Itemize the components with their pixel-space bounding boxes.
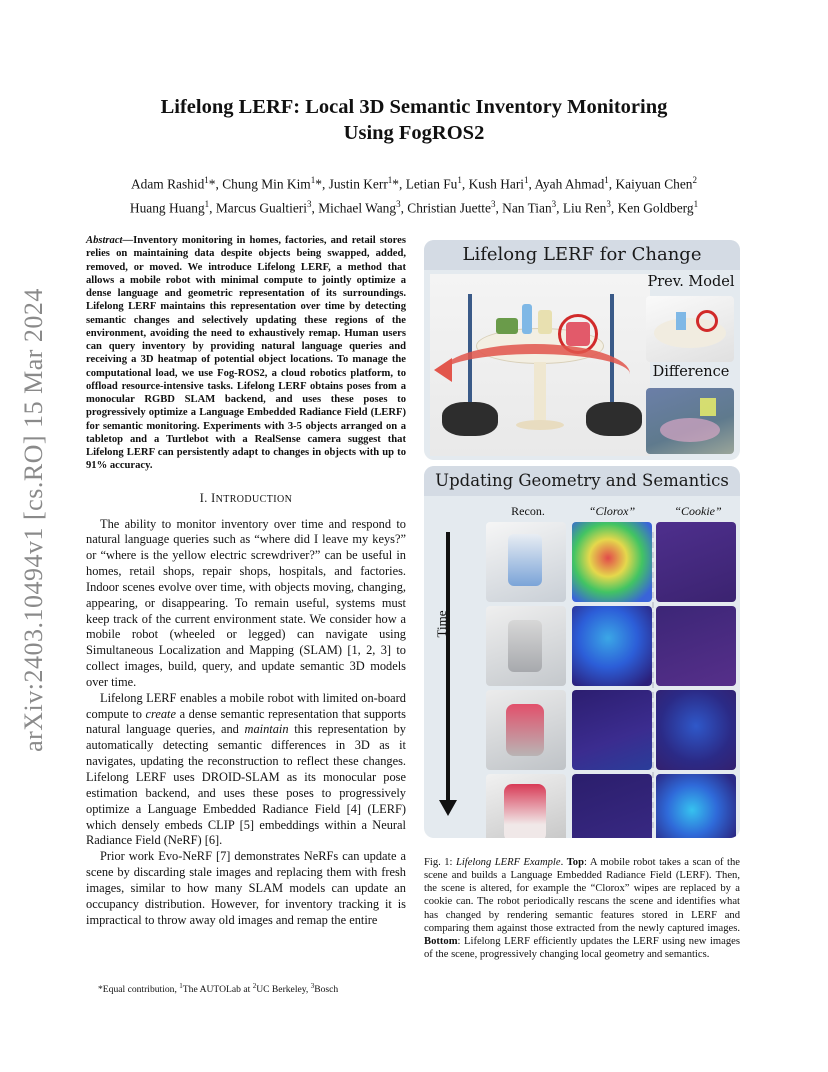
time-axis-arrowhead [439,800,457,816]
recon-2-can-shape [508,620,542,672]
time-axis-label: Time [434,610,449,638]
author-affiliation-mark: 3 [606,199,611,210]
footnote-bosch: Bosch [314,984,339,996]
cookie-heatmap-2 [656,606,736,686]
title-line-2: Using FogROS2 [343,122,485,144]
recon-image-1 [486,522,566,602]
left-column [86,234,406,928]
author-equal-mark: * [392,176,399,192]
intro-paragraph-2 [86,691,406,849]
paper-title [90,94,738,146]
caption-text-b: : Lifelong LERF efficiently updates the LERF using new images of the scene, progressively changing local geometry and semantics. [424,935,740,961]
caption-dot: . [560,857,567,868]
author-name: Huang Huang [129,200,205,216]
footnote-sup-1: 1 [179,982,183,990]
figure-caption [424,856,740,961]
intro-p2-part-b: a dense semantic representation that supports natural language queries, and [86,706,407,737]
author-equal-mark: * [208,176,216,192]
recon-3-can-shape [506,704,544,756]
caption-top-word: Top [566,857,584,868]
title-line-1: Lifelong LERF: Local 3D Semantic Inventory Monitoring [160,96,668,118]
author-affiliation-mark: 1 [457,175,462,185]
prev-model-label: Prev. Model [647,274,735,290]
intro-p2-part-c: this representation by automatically detecting semantic differences in 3D as it navigates, updating the reconstruction to reflect these changes. Lifelong LERF uses DROID-SLAM as its monocular pose estimation backend, and uses these poses to progressively optimize a Language Embedded Radiance Field [4] (LERF) which densely embeds CLIP [5] embeddings within a Neural Radiance Field (NeRF) [6]. [86,722,406,848]
figure-top-panel [424,240,740,460]
author-name: Michael Wang [318,200,397,216]
column-divider [652,532,654,828]
author-line-1: Adam Rashid$^1$*, Chung Min Kim$^1$*, Justin Kerr$^1$*, Letian Fu$^1$, Kush Hari$^1$, Ayah Ahmad$^1$, Kaiyuan Chen$^2$ [131,175,697,192]
cookie-heatmap-3 [656,690,736,770]
author-affiliation-mark: 1 [204,199,210,210]
author-affiliation-mark: 3 [396,199,401,210]
author-list [80,170,748,219]
figure-1 [424,240,740,838]
column-label-cookie: “Cookie” [674,504,722,518]
spray-object [538,310,552,334]
author-name: Christian Juette [407,200,491,216]
diff-highlight-shape [700,398,716,416]
scan-arrow-head [434,358,452,382]
caption-bottom-word: Bottom [424,935,458,947]
footnote-berkeley: UC Berkeley, [256,984,311,996]
author-affiliation-mark: 3 [306,199,312,210]
intro-p2-part-a: Lifelong LERF enables a mobile robot with limited on-board compute to [86,690,406,721]
prev-model-image [646,296,734,362]
section-title-first: I [211,490,216,505]
footnote-sup-2: 2 [252,982,257,990]
caption-fig-name: Lifelong LERF Example [455,857,561,868]
robot-left [442,402,498,436]
author-name: Chung Min Kim [222,176,311,192]
cookie-heatmap-4 [656,774,736,838]
author-affiliation-mark: 1 [524,175,529,185]
robot-scene-photo [430,274,650,456]
footnote-sup-3: 3 [310,982,315,990]
difference-label: Difference [652,364,730,380]
author-affiliation-mark: 3 [551,199,557,210]
clorox-heatmap-1 [572,522,652,602]
author-affiliation-mark: 3 [490,199,496,210]
caption-fig-label: Fig. 1: [424,857,456,868]
column-label-recon: Recon. [511,504,545,518]
robot-right [586,402,642,436]
author-name: Kush Hari [468,176,525,192]
author-name: Nan Tian [502,200,552,216]
footnote-equal: *Equal contribution, [98,984,180,996]
recon-image-4 [486,774,566,838]
author-name: Letian Fu [405,176,458,192]
author-affiliation-mark: 1 [604,175,609,185]
author-line-2: Huang Huang$^1$, Marcus Gualtieri$^3$, Michael Wang$^3$, Christian Juette$^3$, Nan Tian$^3$, Liu Ren$^3$, Ken Goldberg$^1$ [129,199,699,216]
section-number: I. [199,490,208,505]
author-name: Kaiyuan Chen [615,176,693,192]
box-object [496,318,518,334]
cookie-heatmap-1 [656,522,736,602]
footnote-autolab: The AUTOLab at [182,984,253,996]
author-affiliation-mark: 1 [693,199,699,210]
section-title-rest: NTRODUCTION [215,493,293,505]
intro-p2-maintain: maintain [244,722,289,737]
recon-image-2 [486,606,566,686]
column-label-clorox: “Clorox” [588,504,636,518]
time-axis-line [446,532,450,802]
section-heading-introduction [86,491,406,506]
abstract-label: Abstract [86,235,123,246]
intro-paragraph-1: The ability to monitor inventory over time and respond to natural language queries such as “where did I leave my keys?” or “where is the yellow electric screwdriver?” can be useful in homes, retail shops, repair shops, hospitals, and factories. Indoor scenes evolve over time, with objects moving, changing, appearing, or disappearing. To remain useful, systems must keep track of the current environment state. We consider how a mobile robot (wheeled or legged) can navigate using Simultaneous Localization and Mapping (SLAM) [1, 2, 3] to collect images, build, query, and update semantic 3D models over time. [86,516,406,689]
author-name: Adam Rashid [131,176,205,192]
scan-arrow-arc [440,344,630,404]
author-affiliation-mark: 1 [387,175,393,185]
top-panel-title: Lifelong LERF for Change [424,240,740,270]
recon-1-can-shape [508,534,542,586]
recon-4-can-shape [504,784,546,838]
clorox-heatmap-4 [572,774,652,838]
intro-paragraph-3: Prior work Evo-NeRF [7] demonstrates NeRFs can update a scene by discarding stale images and replacing them with fresh images, similar to how many SLAM models can update an occupancy distribution. However, for inventory tracking it is impractical to throw away old images and remap the entire [86,849,406,927]
intro-p2-create: create [145,706,176,721]
author-equal-mark: * [315,176,322,192]
author-name: Justin Kerr [328,176,388,192]
author-name: Ken Goldberg [617,200,694,216]
clorox-heatmap-2 [572,606,652,686]
bottle-object [522,304,532,334]
abstract-text: Inventory monitoring in homes, factories, and retail stores relies on maintaining data despite objects being swapped, added, removed, or moved. We introduce Lifelong LERF, a method that allows a mobile robot with minimal compute to jointly optimize a dense language and geometric representation of its surroundings. Lifelong LERF maintains this representation over time by detecting semantic changes and selectively updating these regions of the environment, avoiding the need to exhaustively remap. Human users can query inventory by providing natural language queries and receiving a 3D heatmap of potential object locations. To manage the computational load, we use Fog-ROS2, a cloud robotics platform, to offload resource-intensive tasks. Lifelong LERF obtains poses from a monocular RGBD SLAM backend, and uses these poses to progressively optimize a Language Embedded Radiance Field (LERF) for semantic monitoring. Experiments with 3-5 objects arranged on a tabletop and a Turtlebot with a RealSense camera suggest that Lifelong LERF can persistently adapt to changes in objects with up to 91% accuracy. [86,235,406,472]
abstract [86,234,406,473]
author-affiliation-mark: 1 [204,175,209,185]
author-affiliation-mark: 2 [692,175,697,185]
prev-highlight-circle [696,310,718,332]
prev-bottle-shape [676,312,686,330]
author-name: Liu Ren [562,200,607,216]
arxiv-stamp [14,280,54,760]
table-base-shape [516,420,564,430]
caption-text-a: : A mobile robot takes a scan of the scene and builds a Language Embedded Radiance Field (LERF). Then, the scene is altered, for example the “Clorox” wipes are replaced by a cookie can. The robot periodically rescans the scene and identifies what has changed by rendering semantic features stored in LERF and comparing them against those extracted from the newly captured images. [424,857,740,934]
author-name: Ayah Ahmad [534,176,605,192]
author-name: Marcus Gualtieri [215,200,307,216]
bottom-panel-title: Updating Geometry and Semantics [424,466,740,496]
difference-image [646,388,734,454]
arxiv-stamp-text: arXiv:2403.10494v1 [cs.RO] 15 Mar 2024 [19,288,48,752]
clorox-heatmap-3 [572,690,652,770]
figure-bottom-panel [424,466,740,838]
recon-image-3 [486,690,566,770]
author-affiliation-mark: 1 [310,175,316,185]
abstract-dash: — [122,235,134,246]
diff-table-shape [660,418,720,442]
footnote [86,980,406,996]
